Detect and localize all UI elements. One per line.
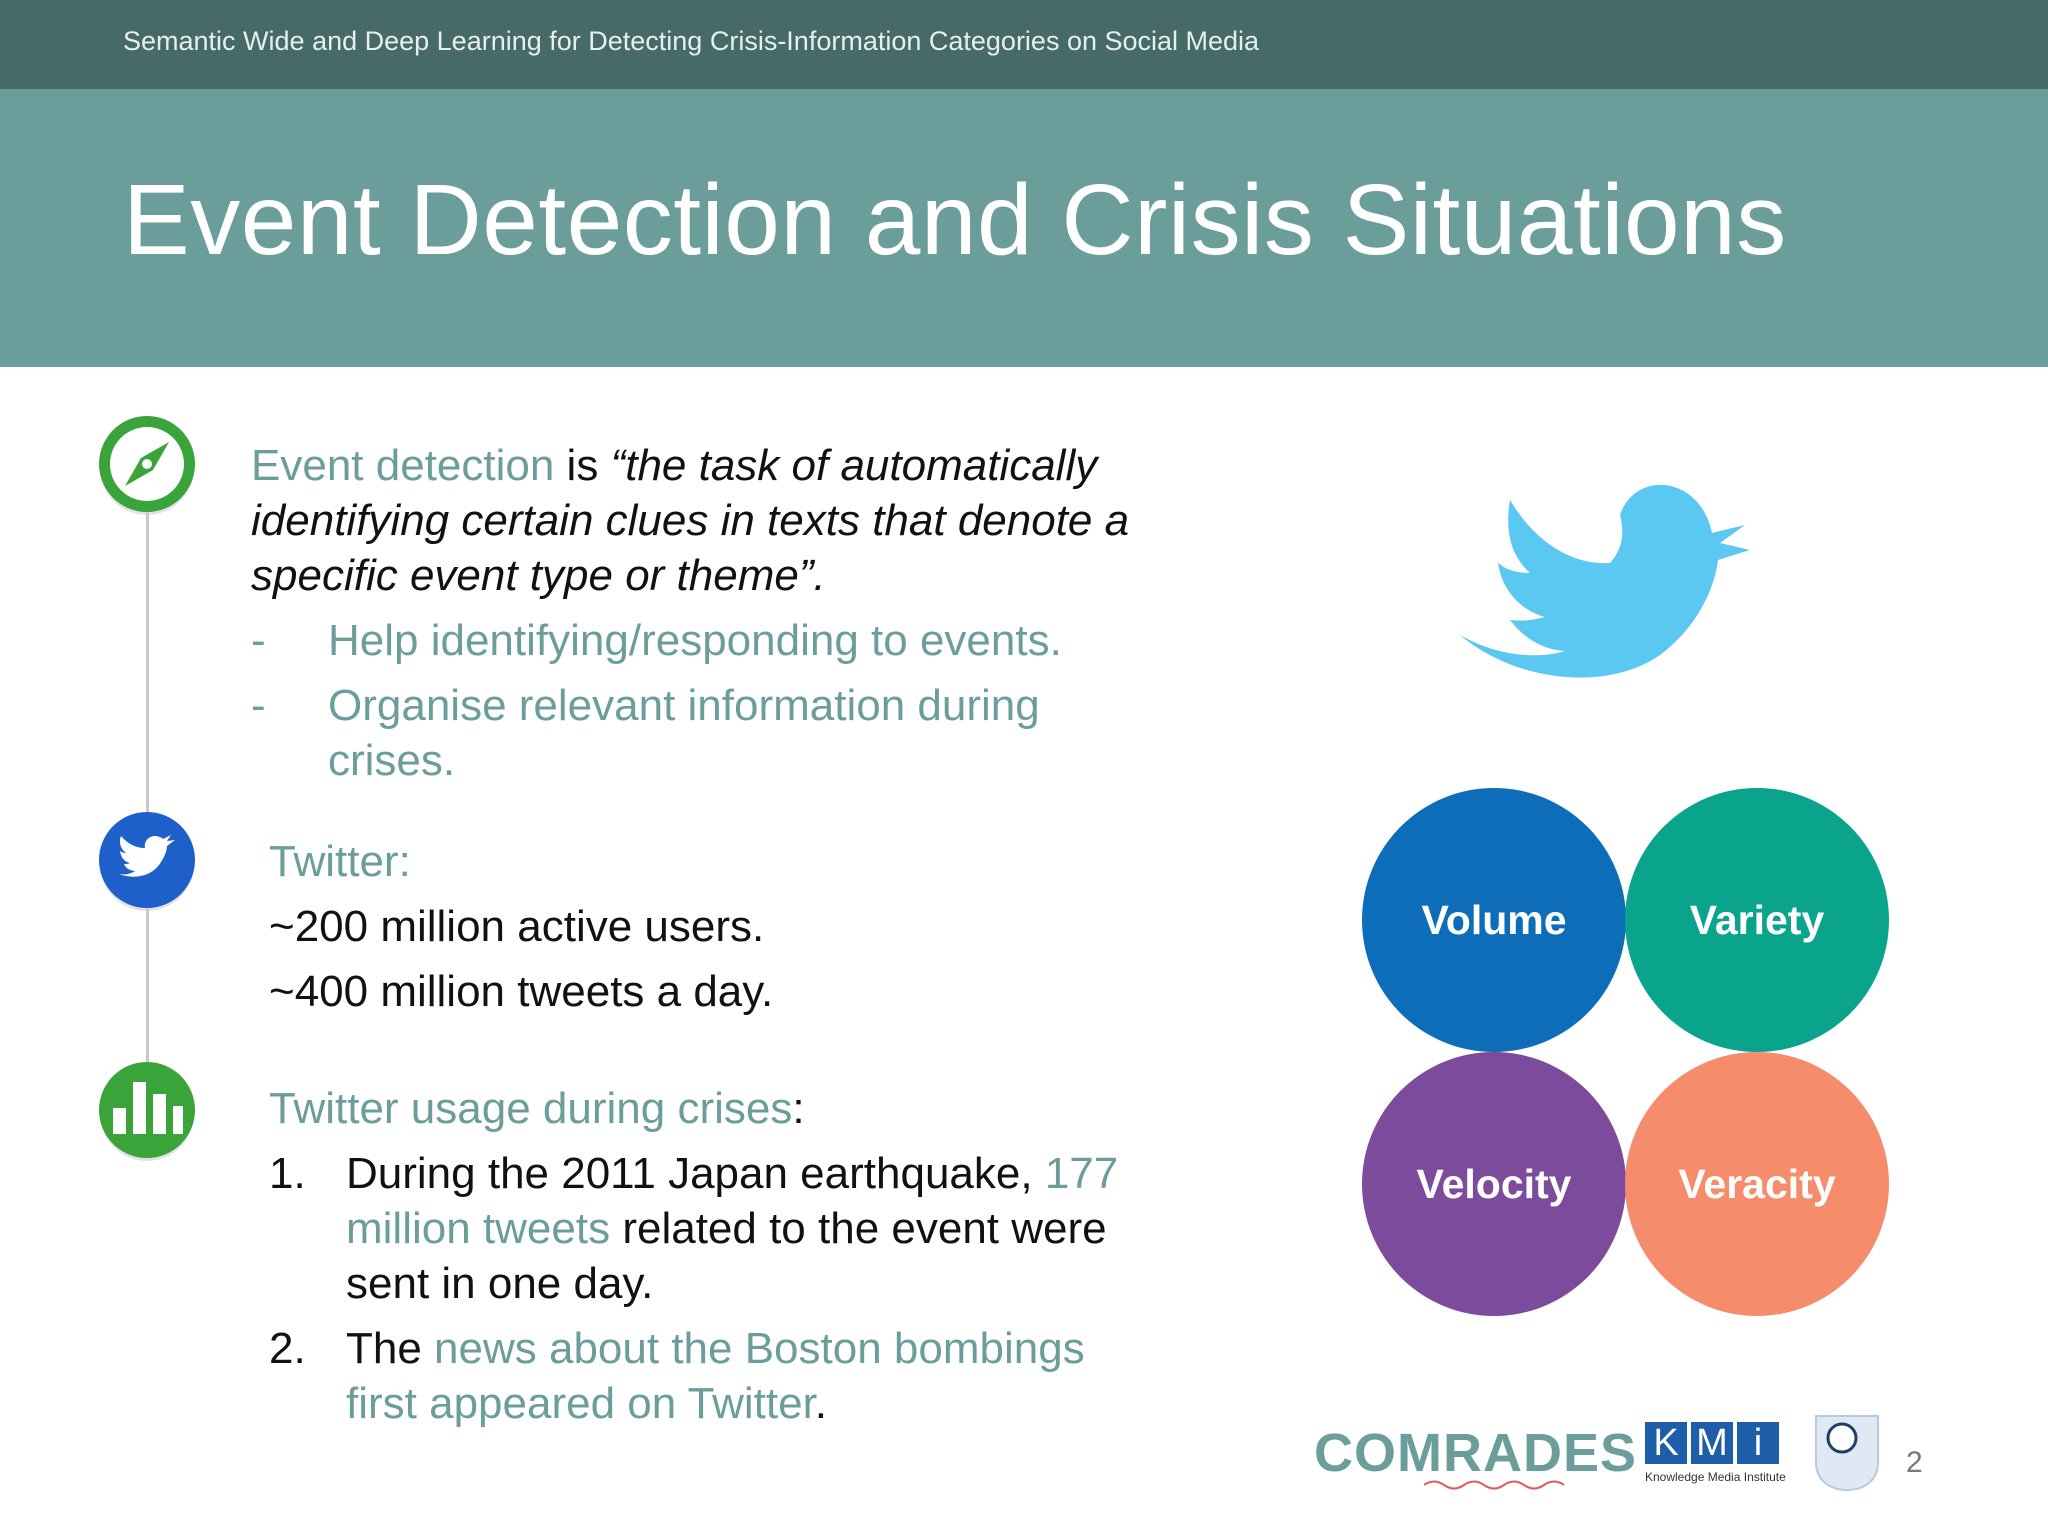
bar-chart-icon (95, 1058, 199, 1162)
comrades-logo: COMRADES (1314, 1422, 1624, 1492)
event-detection-definition (251, 438, 1191, 788)
item-highlight: news about the Boston bombings first appeared on Twitter (346, 1324, 1085, 1428)
twitter-stats (269, 834, 1169, 1019)
bullet-item (251, 613, 1191, 668)
bullet-text: Organise relevant information during crises. (328, 681, 1040, 785)
twitter-heading: Twitter: (269, 837, 411, 886)
twitter-bird-icon (95, 808, 199, 912)
volume-label: Volume (1421, 896, 1567, 943)
item-text: During the 2011 Japan earthquake, (346, 1149, 1045, 1198)
stat-users: ~200 million active users. (269, 902, 765, 951)
velocity-circle (1362, 1052, 1626, 1316)
item-text: . (814, 1379, 828, 1428)
veracity-circle (1625, 1052, 1889, 1316)
item-text: related to the event were sent in one day. (346, 1204, 1107, 1308)
variety-circle (1625, 788, 1889, 1052)
veracity-label: Veracity (1678, 1160, 1836, 1207)
slide-title: Event Detection and Crisis Situations (123, 164, 1787, 276)
compass-icon (95, 412, 199, 516)
item-number: 1. (269, 1149, 306, 1198)
bullet-marker: - (251, 616, 266, 665)
term-event-detection: Event detection (251, 441, 555, 490)
kmi-logo: K M i Knowledge Media Institute (1645, 1421, 1786, 1484)
numbered-item (269, 1146, 1146, 1311)
title-banner (0, 89, 2048, 367)
timeline-line (146, 500, 149, 1070)
item-highlight: 177 million tweets (346, 1149, 1119, 1253)
definition-quote: “the task of automatically identifying certain clues in texts that denote a specific event type or theme”. (251, 441, 1130, 600)
volume-circle (1362, 788, 1626, 1052)
top-bar (0, 0, 2048, 89)
twitter-bird-icon (1450, 455, 1780, 695)
usage-heading-text: Twitter usage during crises (269, 1084, 793, 1133)
stat-tweets: ~400 million tweets a day. (269, 967, 774, 1016)
page-number: 2 (1906, 1446, 1923, 1479)
item-number: 2. (269, 1324, 306, 1373)
bullet-list (251, 613, 1191, 788)
twitter-crisis-usage (269, 1081, 1169, 1431)
numbered-item (269, 1321, 1106, 1431)
usage-heading-colon: : (792, 1084, 805, 1133)
definition-text (251, 438, 1191, 603)
variety-label: Variety (1689, 896, 1825, 943)
open-university-logo (1812, 1410, 1882, 1494)
usage-heading (269, 1081, 1169, 1136)
bullet-text: Help identifying/responding to events. (328, 616, 1062, 665)
bullet-marker: - (251, 681, 266, 730)
velocity-label: Velocity (1416, 1160, 1572, 1207)
presentation-title: Semantic Wide and Deep Learning for Detecting Crisis-Information Categories on Social Media (123, 26, 1260, 56)
bullet-item (251, 678, 1148, 788)
item-text: The (346, 1324, 435, 1373)
definition-is: is (554, 441, 611, 490)
